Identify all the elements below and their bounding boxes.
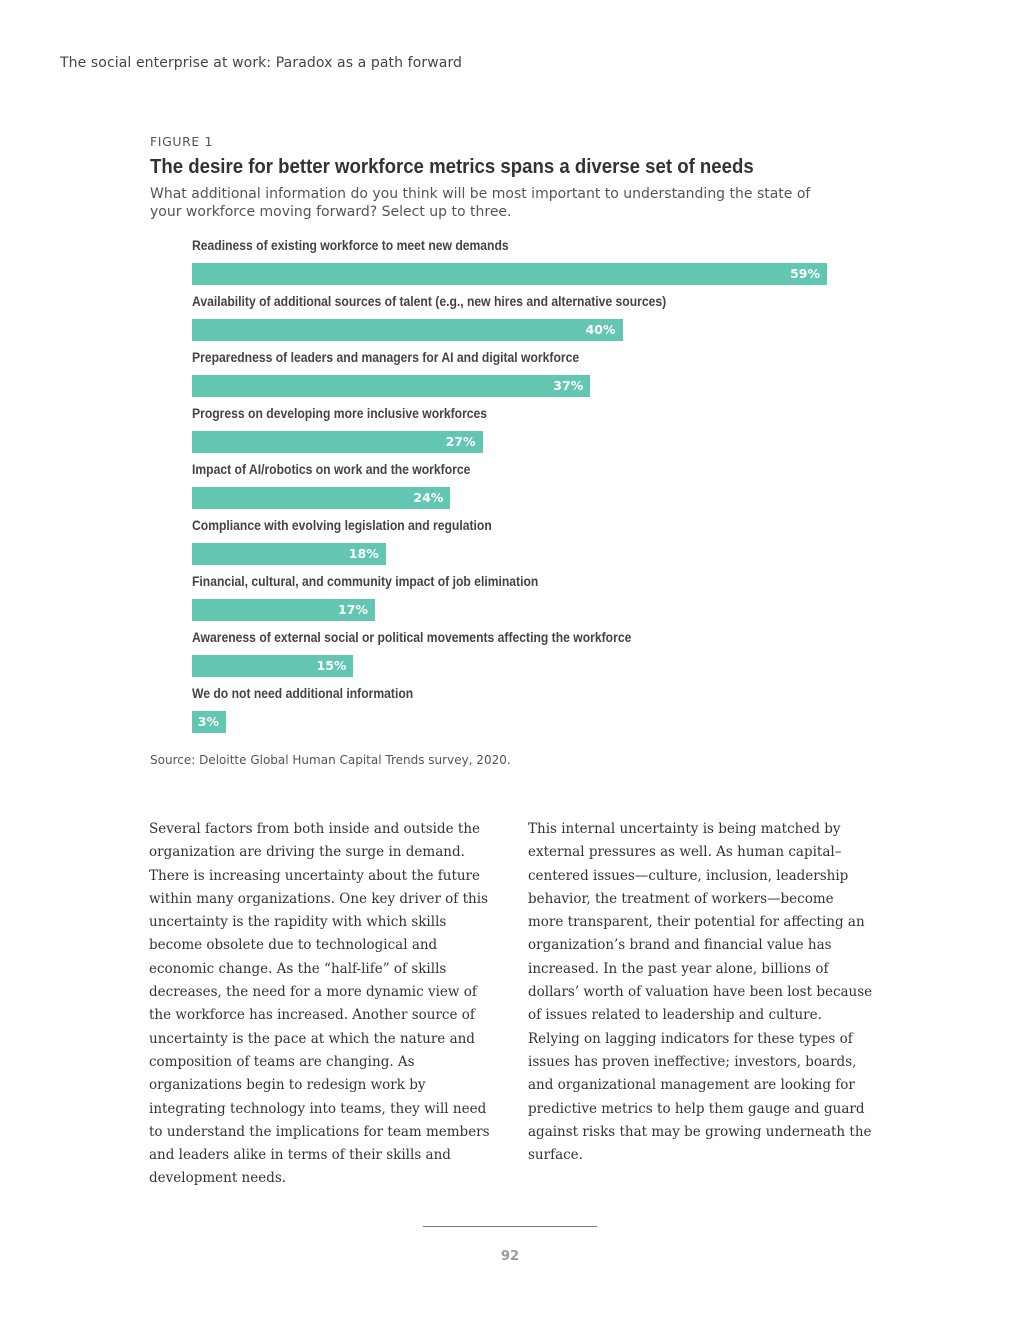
figure-source: Source: Deloitte Global Human Capital Trends survey, 2020. (150, 753, 511, 767)
bar-row (192, 462, 852, 514)
bar-row (192, 686, 852, 738)
bar-value-label: 15% (316, 658, 347, 673)
bar-value-label: 37% (553, 378, 584, 393)
body-text-left-column: Several factors from both inside and outside the organization are driving the surge in demand. There is increasing uncertainty about the future within many organizations. One key driver of this uncertainty is the rapidity with which skills become obsolete due to technological and economic change. As the “half-life” of skills decreases, the need for a more dynamic view of the workforce has increased. Another source of uncertainty is the pace at which the nature and composition of teams are changing. As organizations begin to redesign work by integrating technology into teams, they will need to understand the implications for team members and leaders alike in terms of their skills and development needs. (149, 821, 490, 1187)
bar-category-label: Compliance with evolving legislation and regulation (192, 518, 492, 533)
figure-title: The desire for better workforce metrics spans a diverse set of needs (150, 156, 754, 178)
bar (192, 375, 590, 397)
bar (192, 263, 827, 285)
bar-value-label: 40% (585, 322, 616, 337)
bar-value-label: 3% (197, 714, 219, 729)
bar-value-label: 24% (413, 490, 444, 505)
bar-row (192, 406, 852, 458)
bar-category-label: Financial, cultural, and community impact of job elimination (192, 574, 539, 589)
bar-category-label: Preparedness of leaders and managers for AI and digital workforce (192, 350, 580, 365)
bar (192, 319, 623, 341)
body-text-right-column: This internal uncertainty is being matched by external pressures as well. As human capital–centered issues—culture, inclusion, leadership behavior, the treatment of workers—become more transparent, their potential for affecting an organization’s brand and financial value has increased. In the past year alone, billions of dollars’ worth of valuation have been lost because of issues related to leadership and culture. Relying on lagging indicators for these types of issues has proven ineffective; investors, boards, and organizational management are looking for predictive metrics to help them gauge and guard against risks that may be growing underneath the surface. (528, 821, 873, 1164)
bar-value-label: 27% (445, 434, 476, 449)
bar-row (192, 350, 852, 402)
bar-category-label: Availability of additional sources of talent (e.g., new hires and alternative sources) (192, 294, 667, 309)
bar-category-label: We do not need additional information (192, 686, 414, 701)
bar (192, 599, 375, 621)
bar-row (192, 574, 852, 626)
bar-value-label: 59% (790, 266, 820, 281)
bar (192, 431, 483, 453)
bar-value-label: 18% (348, 546, 379, 561)
bar-category-label: Readiness of existing workforce to meet new demands (192, 238, 509, 253)
page-number: 92 (500, 1249, 520, 1264)
bar (192, 655, 353, 677)
bar-row (192, 294, 852, 346)
figure-label: FIGURE 1 (150, 134, 214, 149)
footer-divider (423, 1226, 597, 1227)
bar-category-label: Impact of AI/robotics on work and the workforce (192, 462, 471, 477)
bar (192, 487, 450, 509)
bar (192, 543, 386, 565)
bar-value-label: 17% (338, 602, 368, 617)
bar-row (192, 518, 852, 570)
bar-category-label: Awareness of external social or political movements affecting the workforce (192, 630, 632, 645)
bar-row (192, 630, 852, 682)
bar-category-label: Progress on developing more inclusive workforces (192, 406, 488, 421)
figure-subtitle: What additional information do you think will be most important to understanding the state of your workforce moving forward? Select up to three. (150, 186, 811, 220)
running-header: The social enterprise at work: Paradox as a path forward (60, 55, 463, 71)
bar (192, 711, 226, 733)
bar-chart (192, 238, 852, 738)
bar-row (192, 238, 852, 290)
